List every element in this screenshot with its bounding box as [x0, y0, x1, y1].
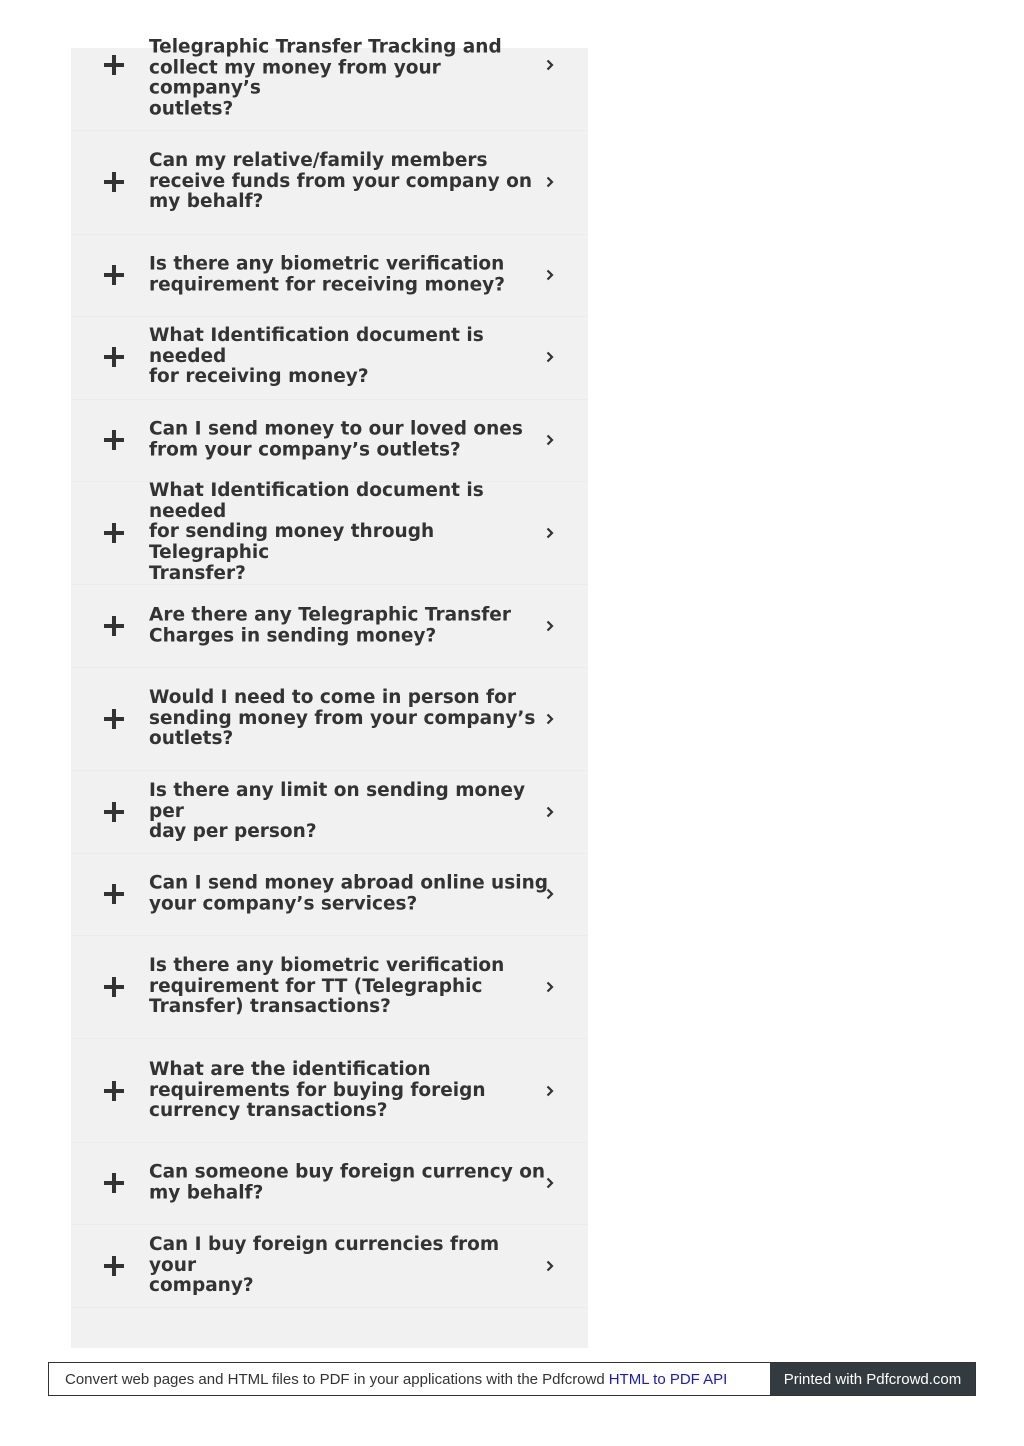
- faq-item[interactable]: [71, 854, 588, 936]
- faq-question: What are the identification requirements for buying foreign currency transactions?: [149, 1058, 486, 1122]
- pdfcrowd-footer: [48, 1362, 976, 1396]
- plus-icon: [104, 1081, 124, 1101]
- printed-with-pdfcrowd-badge[interactable]: Printed with Pdfcrowd.com: [770, 1363, 975, 1395]
- chevron-right-icon: [544, 176, 556, 188]
- plus-icon: [104, 172, 124, 192]
- plus-icon: [104, 709, 124, 729]
- faq-question: Can I send money to our loved ones from your company’s outlets?: [149, 418, 523, 460]
- plus-icon: [104, 1173, 124, 1193]
- faq-question: Is there any biometric verification requirement for TT (Telegraphic Transfer) transactions?: [149, 954, 505, 1018]
- faq-item[interactable]: [71, 1225, 588, 1308]
- faq-item[interactable]: [71, 317, 588, 400]
- chevron-right-icon: [544, 1085, 556, 1097]
- chevron-right-icon: [544, 806, 556, 818]
- plus-icon: [104, 802, 124, 822]
- chevron-right-icon: [544, 620, 556, 632]
- chevron-right-icon: [544, 434, 556, 446]
- chevron-right-icon: [544, 1260, 556, 1272]
- faq-question: Telegraphic Transfer Tracking and collect my money from your company’s outlets?: [149, 36, 502, 120]
- faq-item[interactable]: [71, 936, 588, 1039]
- footer-text: Convert web pages and HTML files to PDF in your applications with the Pdfcrowd: [65, 1370, 605, 1388]
- plus-icon: [104, 884, 124, 904]
- faq-question: Can I buy foreign currencies from your company?: [149, 1233, 500, 1297]
- faq-item[interactable]: [71, 1143, 588, 1225]
- chevron-right-icon: [544, 713, 556, 725]
- faq-item[interactable]: [71, 400, 588, 482]
- faq-item[interactable]: [71, 235, 588, 317]
- chevron-right-icon: [544, 981, 556, 993]
- chevron-right-icon: [544, 351, 556, 363]
- chevron-right-icon: [544, 1177, 556, 1189]
- faq-question: Is there any limit on sending money per day per person?: [149, 779, 525, 843]
- plus-icon: [104, 265, 124, 285]
- plus-icon: [104, 430, 124, 450]
- faq-question: Would I need to come in person for sending money from your company’s outlets?: [149, 686, 536, 750]
- faq-item[interactable]: [71, 585, 588, 668]
- faq-question: Is there any biometric verification requirement for receiving money?: [149, 253, 505, 295]
- faq-question: Can my relative/family members receive funds from your company on my behalf?: [149, 149, 532, 213]
- faq-question: What Identification document is needed for sending money through Telegraphic Transfer?: [149, 480, 484, 585]
- faq-question: Can someone buy foreign currency on my behalf?: [149, 1161, 546, 1203]
- footer-message: [49, 1363, 770, 1395]
- plus-icon: [104, 616, 124, 636]
- chevron-right-icon: [544, 527, 556, 539]
- faq-item[interactable]: [71, 36, 588, 131]
- plus-icon: [104, 55, 124, 75]
- faq-question: Can I send money abroad online using your company’s services?: [149, 872, 548, 914]
- faq-item[interactable]: [71, 771, 588, 854]
- faq-question: What Identification document is needed for receiving money?: [149, 324, 484, 388]
- faq-item[interactable]: [71, 482, 588, 585]
- chevron-right-icon: [544, 888, 556, 900]
- plus-icon: [104, 1256, 124, 1276]
- faq-item[interactable]: [71, 1039, 588, 1143]
- faq-question: Are there any Telegraphic Transfer Charges in sending money?: [149, 604, 511, 646]
- plus-icon: [104, 523, 124, 543]
- faq-item[interactable]: [71, 668, 588, 771]
- faq-accordion: [71, 36, 588, 1348]
- faq-item[interactable]: [71, 131, 588, 235]
- chevron-right-icon: [544, 59, 556, 71]
- html-to-pdf-api-link[interactable]: HTML to PDF API: [608, 1370, 728, 1388]
- plus-icon: [104, 977, 124, 997]
- chevron-right-icon: [544, 269, 556, 281]
- plus-icon: [104, 347, 124, 367]
